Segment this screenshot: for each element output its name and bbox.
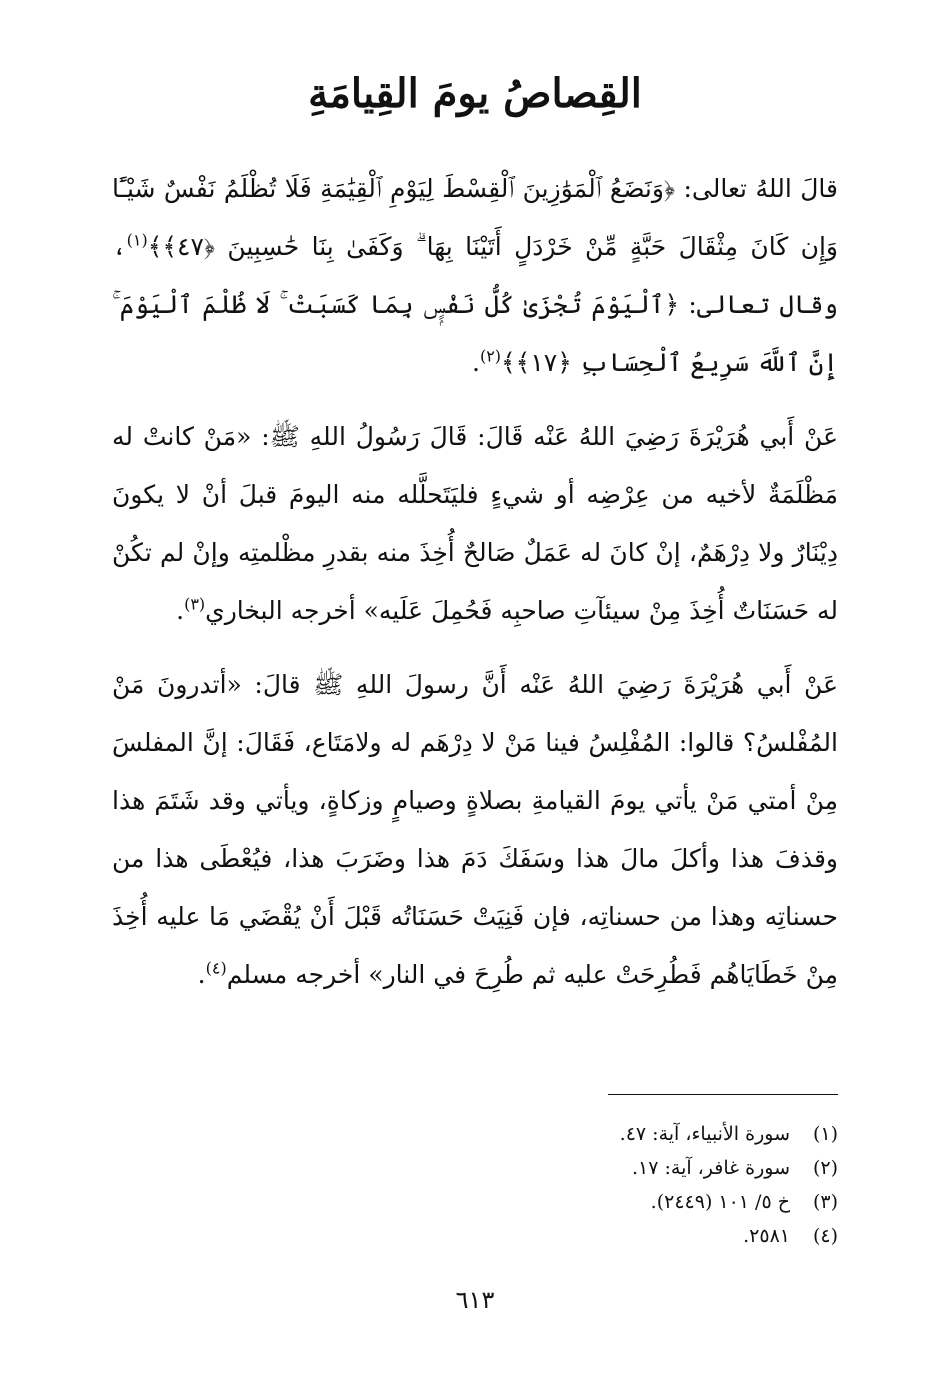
footnote-ref[interactable]: (٢) bbox=[479, 346, 502, 366]
paragraph-text: قالَ اللهُ تعالى: ﴿وَنَضَعُ ٱلْمَوَٰزِينَ ٱلْقِسْطَ لِيَوْمِ ٱلْقِيَٰمَةِ فَلَا تُظْلَمُ نَفْسٌ شَيْـًٔا وَإِن كَانَ مِثْقَالَ حَبَّةٍ مِّنْ خَرْدَلٍ أَتَيْنَا بِهَا ۗ وَكَفَىٰ بِنَا حَٰسِبِينَ ﴿٤٧﴾﴾ bbox=[112, 174, 838, 261]
paragraph-text: ، وقال تعالى: ﴿ٱلْيَوْمَ تُجْزَىٰ كُلُّ نَفْسٍۭ بِمَا كَسَبَتْ ۚ لَا ظُلْمَ ٱلْيَوْمَ ۚ إِنَّ ٱللَّهَ سَرِيعُ ٱلْحِسَابِ ﴿١٧﴾﴾ bbox=[112, 232, 838, 377]
footnote-text: سورة غافر، آية: ١٧. bbox=[631, 1157, 790, 1179]
paragraph-text: عَنْ أَبي هُرَيْرَةَ رَضِيَ اللهُ عَنْه أَنَّ رسولَ اللهِ ﷺ قالَ: «أتدرونَ مَنْ المُفْلسُ؟ قالوا: المُفْلِسُ فينا مَنْ لا دِرْهَم له ولامَتَاع، فَقَالَ: إنَّ المفلسَ مِنْ أمتي مَنْ يأتي يومَ القيامةِ بصلاةٍ وصيامٍ وزكاةٍ، ويأتي وقد شَتَمَ هذا وقذفَ هذا وأكلَ مالَ هذا وسَفَكَ دَمَ هذا وضَرَبَ هذا، فيُعْطَى هذا من حسناتِه وهذا من حسناتِه، فإن فَنِيَتْ حَسَنَاتُه قَبْلَ أَنْ يُقْضَي مَا عليه أُخِذَ مِنْ خَطَايَاهُم فَطُرِحَتْ عليه ثم طُرِحَ في النار» أخرجه مسلم bbox=[112, 670, 838, 989]
paragraph-hadith-muslim bbox=[112, 656, 838, 1004]
footnote-number: (٤) bbox=[812, 1225, 838, 1247]
paragraph-text: . bbox=[176, 596, 185, 625]
page-number: ٦١٣ bbox=[455, 1286, 495, 1314]
footnote-ref[interactable]: (٣) bbox=[184, 594, 206, 614]
paragraph-quran-verses bbox=[112, 160, 838, 392]
footnote-item bbox=[112, 1219, 838, 1253]
footnote-number: (١) bbox=[812, 1123, 838, 1145]
paragraph-text: . bbox=[471, 348, 480, 377]
page-title: القِصاصُ يومَ القِيامَةِ bbox=[308, 70, 642, 117]
footnote-number: (٢) bbox=[812, 1157, 838, 1179]
footnote-separator-wrap bbox=[112, 1020, 838, 1113]
paragraph-text: عَنْ أَبي هُرَيْرَةَ رَضِيَ اللهُ عَنْه قَالَ: قَالَ رَسُولُ اللهِ ﷺ: «مَنْ كانتْ له مَظْلَمَةٌ لأخيه من عِرْضِه أو شيءٍ فليَتَحلَّله منه اليومَ قبلَ أنْ لا يكونَ دِيْنَارٌ ولا دِرْهَمٌ، إنْ كانَ له عَمَلٌ صَالحٌ أُخِذَ منه بقدرِ مظْلمتِه وإنْ لم تكُنْ له حَسَنَاتٌ أُخِذَ مِنْ سيئآتِ صاحبِه فَحُمِلَ عَلَيه» أخرجه البخاري bbox=[112, 422, 838, 625]
footnote-item bbox=[112, 1117, 838, 1151]
footnote-item bbox=[112, 1185, 838, 1219]
footnote-number: (٣) bbox=[812, 1191, 838, 1213]
footnote-ref[interactable]: (٤) bbox=[205, 958, 227, 978]
footnotes bbox=[112, 1117, 838, 1253]
paragraph-hadith-bukhari bbox=[112, 408, 838, 640]
footnote-text: ٢٥٨١. bbox=[743, 1225, 790, 1247]
footnote-text: خ ٥/ ١٠١ (٢٤٤٩). bbox=[650, 1191, 790, 1213]
footnote-text: سورة الأنبياء، آية: ٤٧. bbox=[619, 1123, 790, 1145]
footnote-item bbox=[112, 1151, 838, 1185]
footnote-ref[interactable]: (١) bbox=[126, 230, 148, 250]
paragraph-text: . bbox=[197, 960, 206, 989]
footnote-separator bbox=[608, 1094, 838, 1095]
